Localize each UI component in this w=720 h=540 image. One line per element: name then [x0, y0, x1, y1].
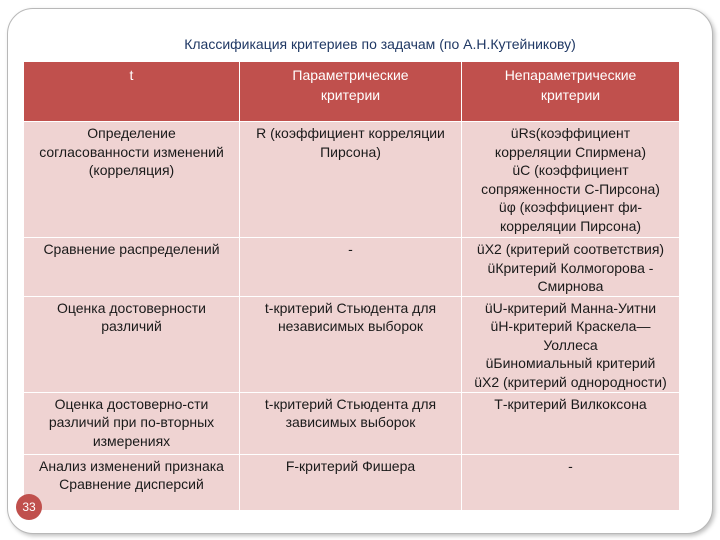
- table-row: [24, 392, 680, 454]
- task-cell: Сравнение распределений: [24, 238, 240, 297]
- header-col-nonparametric: Непараметрические критерии: [462, 62, 680, 122]
- task-cell: Оценка достоверно-сти различий при по-вторных измерениях: [24, 392, 240, 454]
- task-cell: Определение согласованности изменений (корреляция): [24, 122, 240, 238]
- table-row: [24, 238, 680, 297]
- parametric-cell: t-критерий Стьюдента для зависимых выборок: [240, 392, 462, 454]
- table-row: [24, 454, 680, 510]
- page-number-badge: 33: [16, 494, 42, 520]
- nonparametric-cell: -: [462, 454, 680, 510]
- nonparametric-cell: üΧ2 (критерий соответствия) üКритерий Колмогорова - Смирнова: [462, 238, 680, 297]
- nonparametric-cell: Т-критерий Вилкоксона: [462, 392, 680, 454]
- criteria-table: [23, 61, 680, 511]
- parametric-cell: -: [240, 238, 462, 297]
- parametric-cell: F-критерий Фишера: [240, 454, 462, 510]
- nonparametric-cell: üRs(коэффициент корреляции Спирмена) üC (коэффициент сопряженности С-Пирсона) üφ (коэффициент фи- корреляции Пирсона): [462, 122, 680, 238]
- nonparametric-cell: üU-критерий Манна-Уитни üH-критерий Краскела— Уоллеса üБиномиальный критерий üΧ2 (критерий однородности): [462, 296, 680, 392]
- table-row: [24, 296, 680, 392]
- header-col-parametric: Параметрические критерии: [240, 62, 462, 122]
- table-header-row: [24, 62, 680, 122]
- parametric-cell: t-критерий Стьюдента для независимых выборок: [240, 296, 462, 392]
- task-cell: Оценка достоверности различий: [24, 296, 240, 392]
- task-cell: Анализ изменений признака Сравнение дисперсий: [24, 454, 240, 510]
- slide-title: Классификация критериев по задачам (по А.Н.Кутейникову): [184, 36, 576, 52]
- parametric-cell: R (коэффициент корреляции Пирсона): [240, 122, 462, 238]
- table-row: [24, 122, 680, 238]
- header-col-task: t: [24, 62, 240, 122]
